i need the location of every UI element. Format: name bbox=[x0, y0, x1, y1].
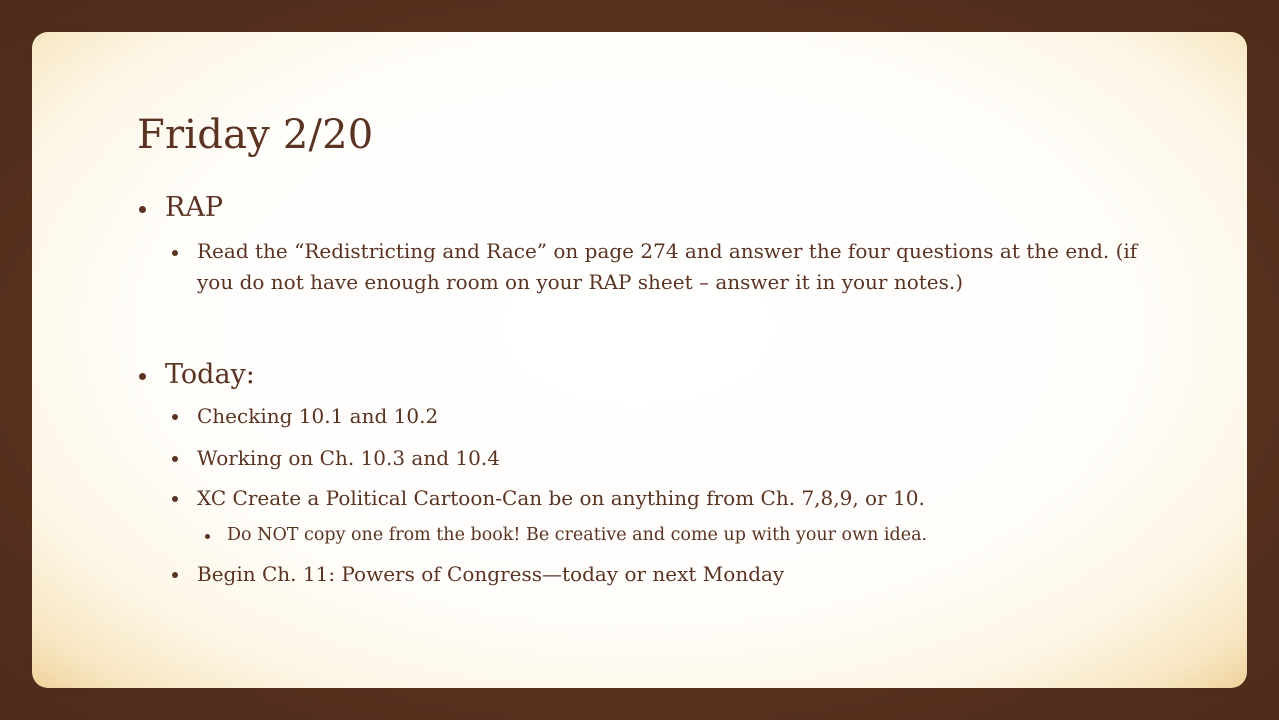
bullet-dot bbox=[172, 572, 178, 578]
bullet-dot bbox=[172, 496, 178, 502]
slide-title: Friday 2/20 bbox=[137, 112, 374, 158]
extra-credit-note: Do NOT copy one from the book! Be creative and come up with your own idea. bbox=[227, 525, 928, 545]
today-item-working: Working on Ch. 10.3 and 10.4 bbox=[197, 446, 500, 470]
bullet-dot bbox=[172, 250, 178, 256]
today-item-checking: Checking 10.1 and 10.2 bbox=[197, 404, 439, 428]
section-heading-rap: RAP bbox=[165, 192, 223, 223]
today-item-begin-ch11: Begin Ch. 11: Powers of Congress—today or next Monday bbox=[197, 562, 785, 586]
rap-instruction-text: Read the “Redistricting and Race” on page 274 and answer the four questions at the end. (if you do not have enough room on your RAP sheet – answer it in your notes.) bbox=[197, 239, 1138, 294]
today-item-extra-credit: XC Create a Political Cartoon-Can be on anything from Ch. 7,8,9, or 10. bbox=[197, 486, 925, 510]
section-heading-today: Today: bbox=[165, 359, 255, 390]
bullet-dot bbox=[139, 206, 146, 213]
bullet-dot bbox=[172, 414, 178, 420]
bullet-dot bbox=[139, 373, 146, 380]
bullet-dot bbox=[172, 456, 178, 462]
bullet-dot bbox=[205, 534, 210, 539]
